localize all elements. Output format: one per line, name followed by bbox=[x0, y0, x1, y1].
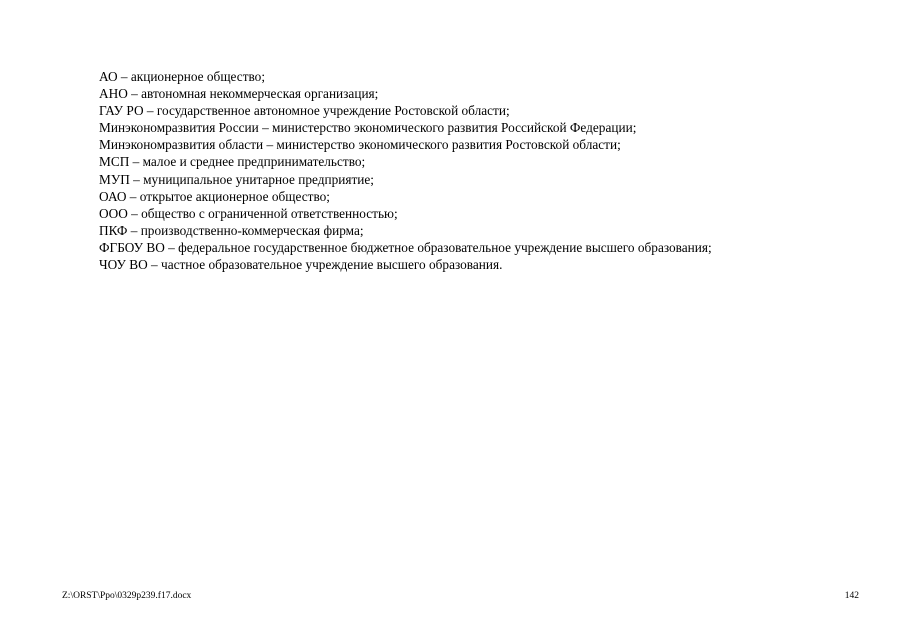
abbreviation-item: АНО – автономная некоммерческая организация; bbox=[99, 86, 379, 102]
abbreviation-item: ПКФ – производственно-коммерческая фирма; bbox=[99, 222, 364, 238]
abbreviations-list bbox=[99, 68, 712, 273]
abbreviation-item: ОАО – открытое акционерное общество; bbox=[99, 188, 330, 204]
abbreviation-item: Минэкономразвития России – министерство экономического развития Российской Федерации; bbox=[99, 120, 637, 136]
abbreviation-item: Минэкономразвития области – министерство экономического развития Ростовской области; bbox=[99, 137, 621, 153]
footer-page-number: 142 bbox=[844, 591, 859, 601]
abbreviation-item: ЧОУ ВО – частное образовательное учреждение высшего образования. bbox=[99, 257, 503, 273]
abbreviation-item: ФГБОУ ВО – федеральное государственное бюджетное образовательное учреждение высшего образования; bbox=[99, 239, 712, 255]
abbreviation-item: МСП – малое и среднее предпринимательство; bbox=[99, 154, 366, 170]
abbreviation-item: АО – акционерное общество; bbox=[99, 69, 266, 84]
abbreviation-item: ГАУ РО – государственное автономное учреждение Ростовской области; bbox=[99, 103, 510, 119]
abbreviation-item: МУП – муниципальное унитарное предприятие; bbox=[99, 171, 374, 187]
footer-file-path: Z:\ORST\Ppo\0329p239.f17.docx bbox=[62, 591, 192, 601]
abbreviation-item: ООО – общество с ограниченной ответственностью; bbox=[99, 205, 398, 221]
